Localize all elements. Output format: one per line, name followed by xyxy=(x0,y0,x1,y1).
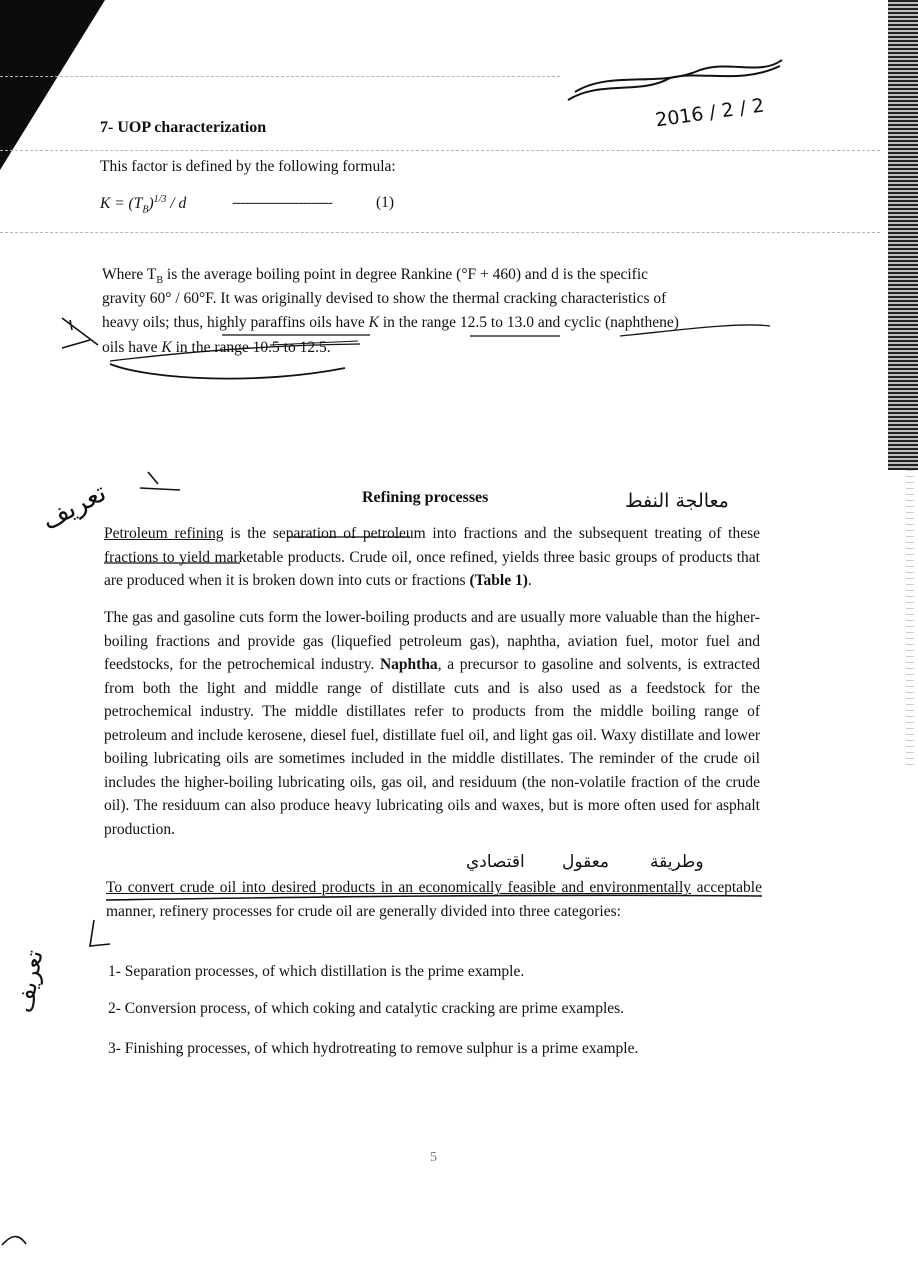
uop-line-3: heavy oils; thus, highly paraffins oils have K in the range 12.5 to 13.0 and cyclic (naphthene) xyxy=(102,314,679,331)
formula: $K = (T_B)^{1/3} / d$ xyxy=(100,194,187,216)
handwritten-arabic-margin-note: تعريف xyxy=(36,477,112,537)
formula-dashes: ------------------------ xyxy=(232,194,332,211)
scan-edge-strip xyxy=(888,0,918,470)
scan-edge-strip-lower xyxy=(906,470,914,770)
page-number: 5 xyxy=(430,1150,437,1165)
scan-dash-line xyxy=(0,150,880,151)
section-title-refining: Refining processes xyxy=(362,489,489,506)
handwritten-arabic-margin-note: تعريف xyxy=(10,947,49,1015)
paragraph-categories: To convert crude oil into desired products in an economically feasible and environmentally acceptable manner, refinery processes for crude oil are generally divided into three categories: xyxy=(106,879,762,920)
paragraph-cuts: The gas and gasoline cuts form the lower-boiling products and are usually more valuable than the higher-boiling fractions and provide gas (liquefied petroleum gas), naphtha, aviation fuel, motor fuel and feedstocks, for the petrochemical industry. Naphtha, a precursor to gasoline and solvents, is extracted from both the light and middle range of distillate cuts and is also used as a feedstock for the petrochemical industry. The middle distillates refer to products from the middle boiling range of petroleum and include kerosene, diesel fuel, distillate fuel oil, and light gas oil. Waxy distillate and lower boiling lubricating oils are sometimes included in the middle distillates. The reminder of the crude oil includes the higher-boiling lubricating oils, gas oil, and residuum (the non-volatile fraction of the crude oil). The residuum can also produce heavy lubricating oils and waxes, but is more often used for asphalt production. xyxy=(104,609,760,838)
scan-shadow-corner xyxy=(0,0,105,170)
paragraph-refining-definition: Petroleum refining is the separation of petroleum into fractions and the subsequent treating of these fractions to yield marketable products. Crude oil, once refined, yields three basic groups of products that are produced when it is broken down into cuts or fractions (Table 1). xyxy=(104,525,760,589)
handwritten-arabic-note: وطريقة xyxy=(650,852,704,872)
scan-dash-line xyxy=(0,232,880,233)
handwritten-arabic-note: اقتصادي xyxy=(466,852,525,872)
handwritten-arabic-note: معقول xyxy=(562,852,610,872)
uop-line-1: Where $T_B$ is the average boiling point in degree Rankine (°F + 460) and d is the specific xyxy=(102,266,649,287)
list-item: 2- Conversion process, of which coking and catalytic cracking are prime examples. xyxy=(108,1000,625,1017)
handwritten-date: 2016 / 2 / 2 xyxy=(654,94,766,132)
list-item: 3- Finishing processes, of which hydrotreating to remove sulphur is a prime example. xyxy=(108,1040,639,1057)
handwritten-arabic-note: معالجة النفط xyxy=(625,490,729,512)
formula-intro: This factor is defined by the following formula: xyxy=(100,158,396,175)
section-title-uop: 7- UOP characterization xyxy=(100,119,267,136)
formula-number: (1) xyxy=(376,194,395,211)
uop-line-2: gravity 60° / 60°F. It was originally devised to show the thermal cracking characteristics of xyxy=(102,290,667,307)
list-item: 1- Separation processes, of which distillation is the prime example. xyxy=(108,963,525,980)
scan-dash-line xyxy=(0,76,560,77)
uop-line-4: oils have K in the range 10.5 to 12.5. xyxy=(102,339,331,356)
